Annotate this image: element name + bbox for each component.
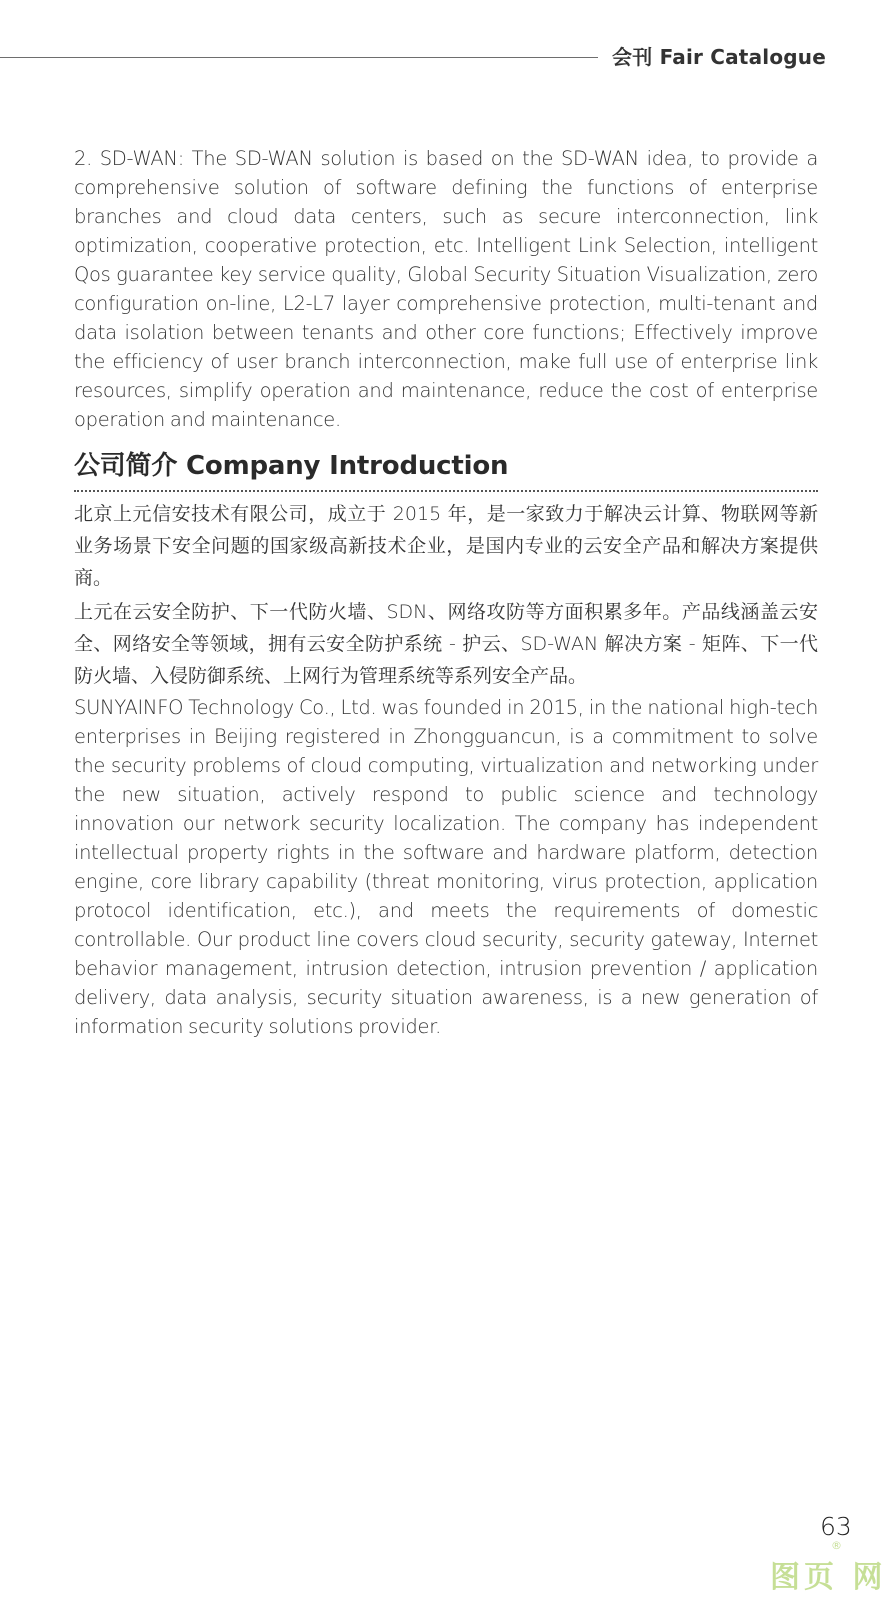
header-title: 会刊 Fair Catalogue [612, 45, 826, 69]
page-number: 63 [820, 1512, 852, 1541]
section-title: 公司简介 Company Introduction [74, 451, 509, 481]
company-intro-en-paragraph: SUNYAINFO Technology Co., Ltd. was founded in 2015, in the national high-tech enterprises in Beijing registered in Zhongguancun, is a commitment to solve the security problems of cloud computing, virtualization and networking under the new situation, actively respond to public science and technology innovation our network security localization. The company has independent intellectual property rights in the software and hardware platform, detection engine, core library capability (threat monitoring, virus protection, application protocol identification, etc.), and meets the requirements of domestic controllable. Our product line covers cloud security, security gateway, Internet behavior management, intrusion detection, intrusion prevention / application delivery, data analysis, security situation awareness, is a new generation of information security solutions provider. [74, 696, 818, 1038]
page-content [74, 144, 818, 1041]
company-intro-zh-paragraph-1: 北京上元信安技术有限公司，成立于 2015 年，是一家致力于解决云计算、物联网等新业务场景下安全问题的国家级高新技术企业，是国内专业的云安全产品和解决方案提供商。 [74, 503, 818, 589]
dotted-divider [74, 490, 818, 492]
header-rule [0, 57, 598, 58]
watermark-registered-mark: ® [831, 1539, 842, 1552]
sdwan-paragraph: 2. SD-WAN: The SD-WAN solution is based on the SD-WAN idea, to provide a comprehensive solution of software defining the functions of enterprise branches and cloud data centers, such as secure interconnection, link optimization, cooperative protection, etc. Intelligent Link Selection, intelligent Qos guarantee key service quality, Global Security Situation Visualization, zero configuration on-line, L2-L7 layer comprehensive protection, multi-tenant and data isolation between tenants and other core functions; Effectively improve the efficiency of user branch interconnection, make full use of enterprise link resources, simplify operation and maintenance, reduce the cost of enterprise operation and maintenance. [74, 147, 818, 431]
company-intro-zh-paragraph-2: 上元在云安全防护、下一代防火墙、SDN、网络攻防等方面积累多年。产品线涵盖云安全、网络安全等领域，拥有云安全防护系统 - 护云、SD-WAN 解决方案 - 矩阵、下一代防火墙、入侵防御系统、上网行为管理系统等系列安全产品。 [74, 601, 818, 687]
watermark-logo: 图页 网 [770, 1560, 887, 1595]
